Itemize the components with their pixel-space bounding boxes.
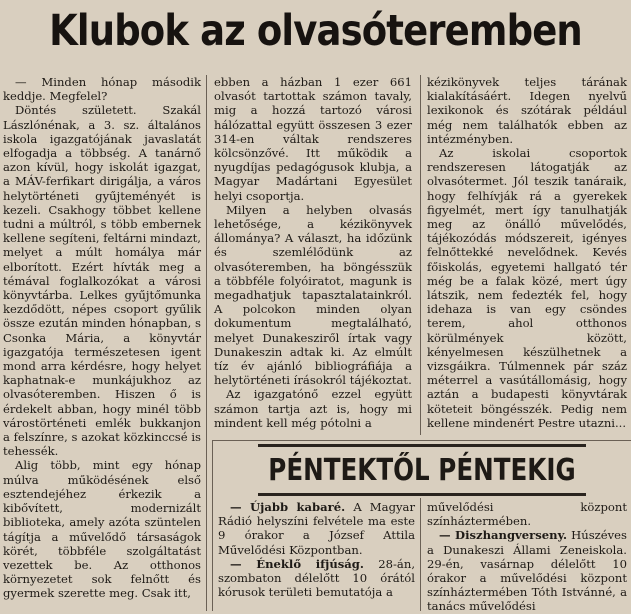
paragraph: — Minden hónap második keddje. Megfelel? [3,75,201,104]
article-headline: Klubok az olvasóteremben [49,6,582,56]
news-item-text: művelődési központ színháztermében. [427,500,627,529]
paragraph: Az igazgatónő ezzel együtt számon tartja azt is, hogy mi mindent kell még pótolni a [214,387,412,430]
news-item-text: Húszéves a Dunakeszi Állami Zeneiskola. 29-én, vasárnap délelőtt 10 órakor a művelődési központ színháztermében Tóth Istvánné, a tanács művelődési [427,528,627,614]
news-item-lead: — Diszhangverseny. [439,528,568,543]
news-column-2 [427,500,627,614]
news-item [218,557,415,600]
news-column-1 [218,500,415,599]
article-column-3 [427,75,627,430]
news-item-text: A Magyar Rádió helyszíni felvétele ma este 9 órakor a József Attila Művelődési Központban. [218,500,415,557]
news-item [427,528,627,613]
article-column-2 [214,75,412,430]
paragraph: ebben a házban 1 ezer 661 olvasót tartottak számon tavaly, mig a hozzá tartozó városi hálózattal együtt összesen 3 ezer 314-en váltak rendszeres kölcsönzővé. Itt működik a nyugdíjas pedagógusok klubja, a Magyar Madártani Egyesület helyi csoportja. [214,75,412,203]
paragraph: Alig több, mint egy hónap múlva működésének első esztendejéhez érkezik a kibővített, modernizált biblioteka, amely azóta szüntelen tágítja a művelődő társaságok körét, többféle szolgáltatást vezettek be. Az otthonos környezetet sok felnőtt és gyermek szerette meg. Csak itt, [3,458,201,601]
news-item-text: 28-án, szombaton délelőtt 10 órától kórusok területi bemutatója a [218,556,415,600]
paragraph: Milyen a helyben olvasás lehetősége, a kézikönyvek állománya? A választ, ha időzünk és szemlélődünk az olvasóteremben, ha böngésszük a többféle folyóiratot, magunk is megadhatjuk tapasztalatainkról. A polcokon minden olyan dokumentum megtalálható, melyet Dunakesziről írtak vagy Dunakeszin adtak ki. Az elmúlt tíz év ajánló bibliográfiája a helytörténeti írásokról tájékoztat. [214,202,412,388]
paragraph: kézikönyvek teljes tárának kialakításáért. Idegen nyelvű lexikonok és szótárak például még nem találhatók ebben az intézményben. [427,75,627,146]
column-divider [420,498,421,611]
paragraph: Az iskolai csoportok rendszeresen látogatják az olvasótermet. Jól teszik tanáraik, hogy felhívják rá a gyerekek figyelmét, mert így tanulhatják meg az önálló művelődés, tájékozódás módszereit, igényes felnőttekké nevelődnek. Kevés főiskolás, egyetemi hallgató tér még be a falak közé, mert úgy látszik, nem fedezték fel, hogy idehaza is van egy csöndes terem, ahol otthonos körülmények között, kényelmesen készülhetnek a vizsgáikra. Túlmennek pár száz méterrel a vasútállomásig, hogy aztán a budapesti könyvtárak köteteit böngésszék. Pedig nem kellene mindenért Pestre utazni... [427,146,627,430]
box-border-top [212,440,631,441]
news-item-lead: — Újabb kabaré. [230,500,346,514]
column-divider [420,75,421,435]
paragraph: Döntés született. Szakál Lászlónénak, a 3. sz. általános iskola igazgatójának javaslatát elfogadja a többség. A tanárnő azon kívül, hogy iskolát igazgat, a MÁV-ferfikart dirigálja, a város helytörténeti gyűjteményét is kezeli. Csakhogy többet kellene tudni a múltról, s több embernek kellene segíteni, feltárni mindazt, melyet a múlt homálya már elborított. Ezért hívták meg a témával foglalkozókat a városi könyvtárba. Lelkes gyűjtőmunka kezdődött, népes csoport gyűlik össze ezután minden hónapban, s Csonka Mária, a könyvtár igazgatója természetesen igent mond arra kérdésre, hogy helyet kaphatnak-e munkájukhoz az olvasóteremben. Hiszen ő is érdekelt abban, hogy minél több várostörténeti emlék bukkanjon a felszínre, s azokat közkinccsé is tehessék. [3,103,201,459]
news-item [427,500,627,528]
column-divider [206,75,207,611]
article-column-1 [3,75,201,601]
news-item-lead: — Éneklő ifjúság. [230,556,364,571]
news-item [218,500,415,557]
section-headline: PÉNTEKTŐL PÉNTEKIG [258,444,586,496]
box-border-left [212,440,213,611]
